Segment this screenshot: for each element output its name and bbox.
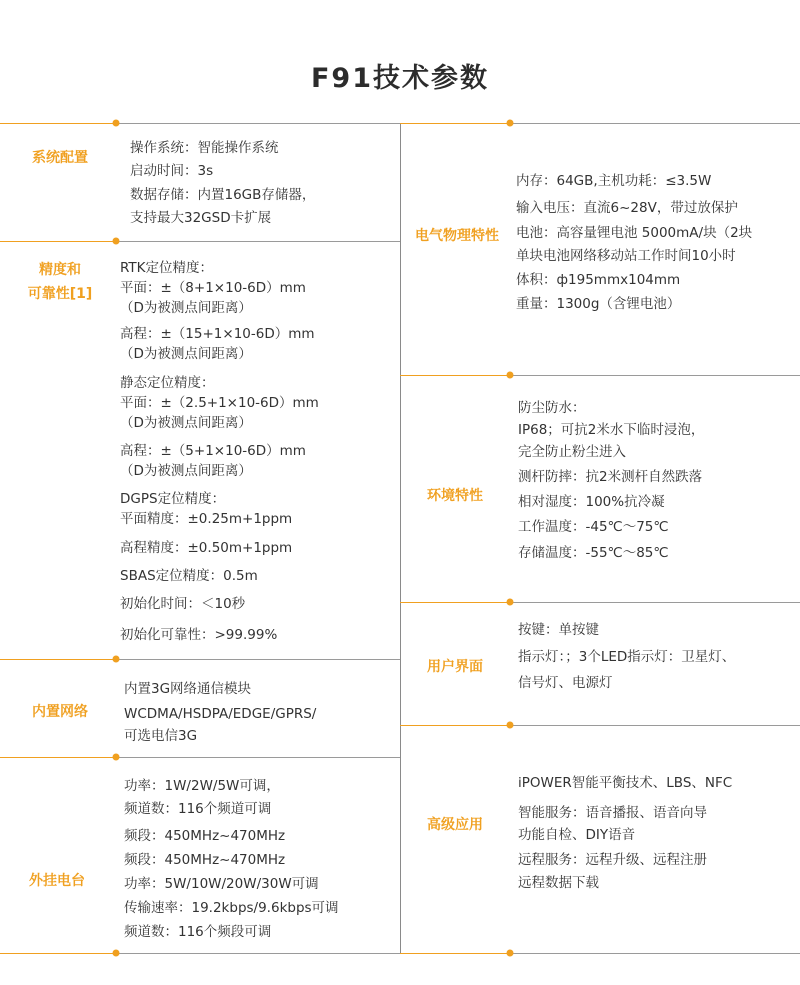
network-line: 内置3G网络通信模块 bbox=[124, 681, 252, 697]
system-line: 操作系统：智能操作系统 bbox=[130, 140, 279, 156]
radio-line: 传输速率：19.2kbps/9.6kbps可调 bbox=[124, 900, 339, 916]
environment-line: 防尘防水： bbox=[518, 400, 586, 416]
divider-line bbox=[116, 953, 400, 954]
precision-line: （D为被测点间距离） bbox=[120, 300, 252, 316]
divider-line bbox=[0, 659, 116, 660]
divider-dot bbox=[113, 120, 120, 127]
radio-line: 功率：5W/10W/20W/30W可调 bbox=[124, 876, 319, 892]
precision-line: 高程：±（5+1×10-6D）mm bbox=[120, 443, 306, 459]
precision-line: 初始化可靠性：>99.99% bbox=[120, 627, 278, 643]
ui-line: 指示灯：；3个LED指示灯：卫星灯、 bbox=[518, 649, 736, 665]
divider-line bbox=[0, 123, 116, 124]
divider-line bbox=[510, 953, 800, 954]
divider-dot bbox=[113, 754, 120, 761]
ui-line: 按键：单按键 bbox=[518, 622, 599, 638]
precision-label-line1: 精度和 bbox=[39, 262, 81, 278]
advanced-line: 功能自检、DIY语音 bbox=[518, 827, 636, 843]
ui-line: 信号灯、电源灯 bbox=[518, 675, 613, 691]
divider-line bbox=[510, 123, 800, 124]
section-label-system: 系统配置 bbox=[32, 150, 88, 166]
divider-line bbox=[400, 123, 510, 124]
divider-line bbox=[400, 953, 510, 954]
divider-dot bbox=[113, 238, 120, 245]
advanced-line: 智能服务：语音播报、语音向导 bbox=[518, 805, 707, 821]
divider-line bbox=[116, 659, 400, 660]
precision-line: 高程：±（15+1×10-6D）mm bbox=[120, 326, 315, 342]
precision-line: RTK定位精度： bbox=[120, 260, 213, 276]
environment-line: 相对湿度：100%抗冷凝 bbox=[518, 494, 665, 510]
divider-line bbox=[116, 241, 400, 242]
electrical-line: 内存：64GB,主机功耗：≤3.5W bbox=[516, 173, 712, 189]
radio-line: 频道数：116个频段可调 bbox=[124, 924, 272, 940]
divider-dot bbox=[507, 120, 514, 127]
section-label-environment: 环境特性 bbox=[427, 488, 483, 504]
environment-line: 存储温度：-55℃～85℃ bbox=[518, 545, 669, 561]
radio-line: 频段：450MHz~470MHz bbox=[124, 852, 286, 868]
precision-line: 高程精度：±0.50m+1ppm bbox=[120, 540, 293, 556]
precision-line: （D为被测点间距离） bbox=[120, 463, 252, 479]
divider-line bbox=[116, 757, 400, 758]
section-label-precision bbox=[0, 258, 120, 306]
divider-dot bbox=[507, 599, 514, 606]
system-line: 支持最大32GSD卡扩展 bbox=[130, 210, 272, 226]
section-label-electrical: 电气物理特性 bbox=[415, 228, 499, 244]
page-title: F91技术参数 bbox=[310, 63, 490, 94]
precision-line: SBAS定位精度：0.5m bbox=[120, 568, 258, 584]
divider-line bbox=[510, 602, 800, 603]
environment-line: 测杆防摔：抗2米测杆自然跌落 bbox=[518, 469, 703, 485]
divider-line bbox=[400, 375, 510, 376]
section-label-ui: 用户界面 bbox=[427, 659, 483, 675]
network-line: WCDMA/HSDPA/EDGE/GPRS/ bbox=[124, 706, 317, 722]
precision-line: （D为被测点间距离） bbox=[120, 346, 252, 362]
electrical-line: 电池：高容量锂电池 5000mA/块（2块 bbox=[516, 225, 753, 241]
section-label-advanced: 高级应用 bbox=[427, 817, 483, 833]
divider-line bbox=[0, 757, 116, 758]
divider-line bbox=[0, 953, 116, 954]
radio-line: 频段：450MHz~470MHz bbox=[124, 828, 286, 844]
divider-line bbox=[0, 241, 116, 242]
divider-dot bbox=[113, 656, 120, 663]
divider-line bbox=[116, 123, 400, 124]
system-line: 启动时间：3s bbox=[130, 163, 214, 179]
advanced-line: iPOWER智能平衡技术、LBS、NFC bbox=[518, 775, 733, 791]
divider-dot bbox=[507, 950, 514, 957]
divider-dot bbox=[507, 372, 514, 379]
electrical-line: 单块电池网络移动站工作时间10小时 bbox=[516, 248, 736, 264]
divider-line bbox=[510, 725, 800, 726]
advanced-line: 远程数据下载 bbox=[518, 875, 599, 891]
precision-line: 初始化时间：＜10秒 bbox=[120, 596, 246, 612]
divider-line bbox=[510, 375, 800, 376]
divider-line bbox=[400, 725, 510, 726]
radio-line: 功率：1W/2W/5W可调， bbox=[124, 778, 280, 794]
environment-line: 工作温度：-45℃～75℃ bbox=[518, 519, 669, 535]
precision-line: （D为被测点间距离） bbox=[120, 415, 252, 431]
precision-line: 平面精度：±0.25m+1ppm bbox=[120, 511, 293, 527]
section-label-network: 内置网络 bbox=[32, 704, 88, 720]
environment-line: IP68；可抗2米水下临时浸泡， bbox=[518, 422, 705, 438]
electrical-line: 体积：ф195mmx104mm bbox=[516, 272, 681, 288]
precision-line: 平面：±（8+1×10-6D）mm bbox=[120, 280, 306, 296]
radio-line: 频道数：116个频道可调 bbox=[124, 801, 272, 817]
advanced-line: 远程服务：远程升级、远程注册 bbox=[518, 852, 707, 868]
precision-label-line2: 可靠性[1] bbox=[27, 286, 93, 302]
precision-line: 静态定位精度： bbox=[120, 375, 215, 391]
precision-line: DGPS定位精度： bbox=[120, 491, 226, 507]
network-line: 可选电信3G bbox=[124, 728, 198, 744]
divider-dot bbox=[507, 722, 514, 729]
environment-line: 完全防止粉尘进入 bbox=[518, 444, 626, 460]
electrical-line: 输入电压：直流6~28V，带过放保护 bbox=[516, 200, 738, 216]
section-label-radio: 外挂电台 bbox=[29, 873, 85, 889]
divider-dot bbox=[113, 950, 120, 957]
divider-line bbox=[400, 602, 510, 603]
system-line: 数据存储：内置16GB存储器， bbox=[130, 187, 316, 203]
electrical-line: 重量：1300g（含锂电池） bbox=[516, 296, 681, 312]
precision-line: 平面：±（2.5+1×10-6D）mm bbox=[120, 395, 319, 411]
